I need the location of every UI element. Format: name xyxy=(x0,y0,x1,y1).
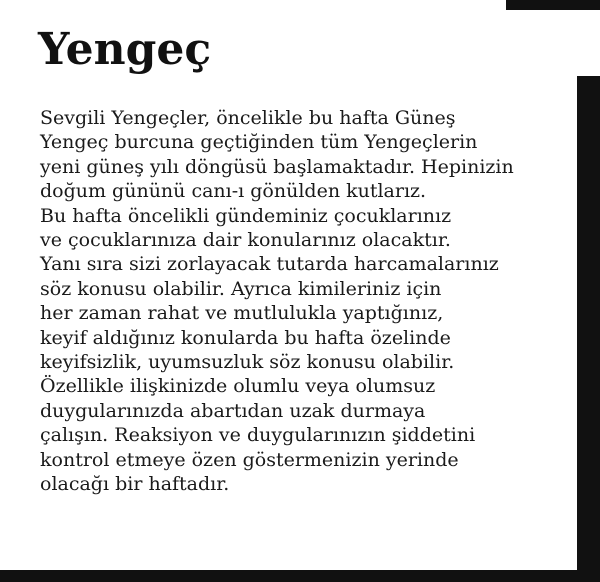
horoscope-body xyxy=(40,106,570,497)
body-line: söz konusu olabilir. Ayrıca kimileriniz için xyxy=(40,277,442,300)
body-line: ve çocuklarınıza dair konularınız olacaktır. xyxy=(40,229,451,252)
body-line: kontrol etmeye özen göstermenizin yerinde xyxy=(40,448,459,471)
frame-border-right xyxy=(577,76,600,582)
body-line: Yanı sıra sizi zorlayacak tutarda harcamalarınız xyxy=(40,253,499,276)
body-line: Bu hafta öncelikli gündeminiz çocuklarınız xyxy=(40,204,452,227)
body-line: keyifsizlik, uyumsuzluk söz konusu olabilir. xyxy=(40,351,455,374)
body-line: yeni güneş yılı döngüsü başlamaktadır. Hepinizin xyxy=(40,155,514,178)
horoscope-title: Yengeç xyxy=(38,24,212,75)
body-line: doğum gününü canı-ı gönülden kutlarız. xyxy=(40,180,427,203)
body-line: olacağı bir haftadır. xyxy=(40,473,230,496)
body-line: Yengeç burcuna geçtiğinden tüm Yengeçlerin xyxy=(40,131,478,154)
body-line: çalışın. Reaksiyon ve duygularınızın şiddetini xyxy=(40,424,476,447)
body-line: Özellikle ilişkinizde olumlu veya olumsuz xyxy=(40,375,436,398)
frame-border-bottom xyxy=(0,570,600,582)
body-line: Sevgili Yengeçler, öncelikle bu hafta Güneş xyxy=(40,107,456,129)
body-line: her zaman rahat ve mutlulukla yaptığınız, xyxy=(40,302,444,325)
body-line: keyif aldığınız konularda bu hafta özelinde xyxy=(40,326,451,349)
body-line: duygularınızda abartıdan uzak durmaya xyxy=(40,399,426,422)
frame-border-top xyxy=(506,0,600,10)
